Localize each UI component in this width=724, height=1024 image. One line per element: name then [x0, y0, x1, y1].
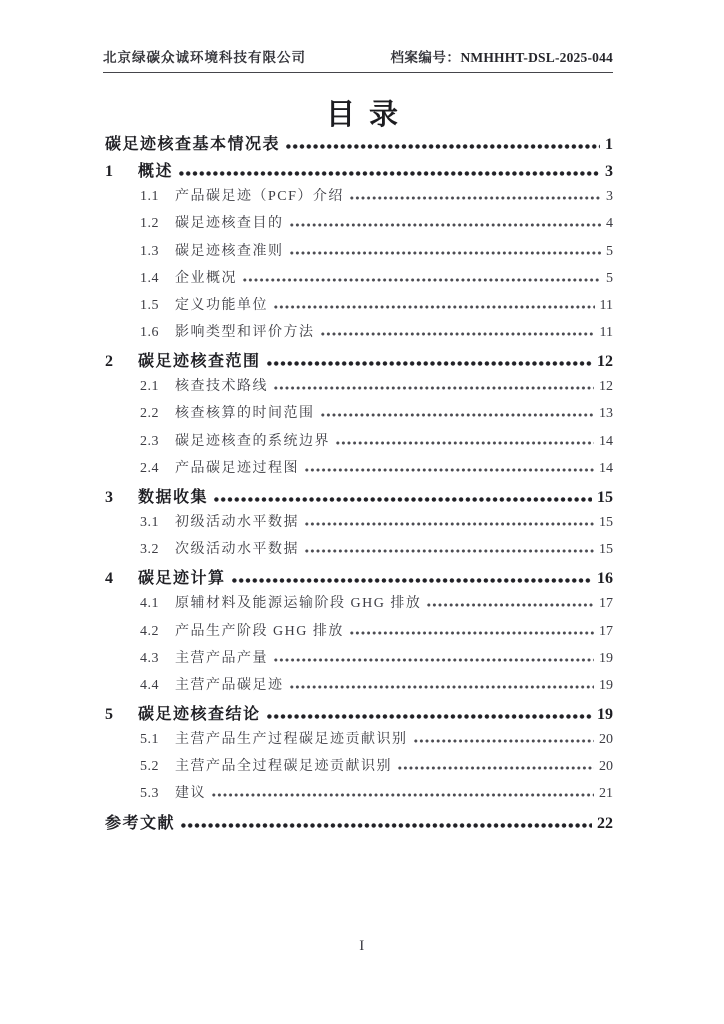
toc-entry[interactable] [105, 674, 613, 701]
toc-entry-page: 5 [606, 243, 613, 259]
toc-entry[interactable] [105, 240, 613, 267]
toc-entry-number: 2.4 [140, 460, 159, 476]
toc-entry-label: 碳足迹核查目的 [175, 216, 284, 232]
toc-entry-label: 产品碳足迹过程图 [175, 460, 299, 476]
toc-entry-label: 主营产品碳足迹 [175, 677, 284, 693]
toc-entry[interactable] [105, 728, 613, 755]
toc-entry[interactable] [105, 565, 613, 592]
toc-entry-label: 碳足迹计算 [138, 570, 226, 588]
toc-entry-label: 影响类型和评价方法 [175, 324, 315, 340]
toc-entry-label: 碳足迹核查的系统边界 [175, 433, 330, 449]
toc-entry-page: 21 [599, 786, 613, 802]
toc-entry-label: 核查核算的时间范围 [175, 406, 315, 422]
toc-leader-dots [267, 714, 592, 719]
toc-entry-number: 4.4 [140, 677, 159, 693]
toc-entry-label: 碳足迹核查基本情况表 [105, 136, 281, 153]
toc-leader-dots [398, 766, 594, 770]
toc-entry-label: 产品生产阶段 GHG 排放 [175, 623, 344, 639]
toc-entry[interactable] [105, 430, 613, 457]
toc-entry-label: 企业概况 [175, 270, 237, 286]
toc-entry-number: 2.3 [140, 433, 159, 449]
toc-leader-dots [243, 278, 601, 282]
toc-entry-label: 概述 [138, 163, 174, 181]
toc-entry-page: 17 [599, 596, 613, 612]
toc-entry-label: 数据收集 [138, 488, 209, 506]
toc-entry-number: 1.5 [140, 297, 159, 313]
toc-entry-label: 碳足迹核查准则 [175, 243, 284, 259]
toc-entry-page: 19 [597, 705, 613, 723]
toc-entry-label: 产品碳足迹（PCF）介绍 [175, 189, 344, 205]
toc-entry-page: 5 [606, 270, 613, 286]
toc-leader-dots [214, 497, 592, 502]
archive-number-label: 档案编号： [390, 50, 461, 65]
toc-entry-page: 15 [597, 488, 613, 506]
archive-number-field [390, 46, 613, 66]
toc-entry-number: 3.2 [140, 542, 159, 558]
toc-entry-number: 4.3 [140, 650, 159, 666]
toc-leader-dots [232, 578, 592, 583]
toc-list [105, 131, 613, 837]
toc-leader-dots [414, 739, 595, 743]
toc-entry-page: 20 [599, 732, 613, 748]
toc-entry-label: 初级活动水平数据 [175, 514, 299, 530]
toc-entry[interactable] [105, 782, 613, 809]
toc-entry-number: 1 [105, 163, 113, 181]
toc-entry-number: 5.1 [140, 732, 159, 748]
toc-entry-number: 3 [105, 488, 113, 506]
toc-entry-number: 5 [105, 705, 113, 723]
toc-entry[interactable] [105, 402, 613, 429]
toc-entry-number: 5.2 [140, 759, 159, 775]
page-title: 目录 [325, 99, 412, 131]
toc-leader-dots [290, 251, 602, 255]
toc-entry-page: 22 [597, 814, 613, 832]
toc-entry-number: 2.2 [140, 406, 159, 422]
toc-entry[interactable] [105, 375, 613, 402]
toc-leader-dots [290, 685, 595, 689]
toc-entry-number: 1.4 [140, 270, 159, 286]
toc-entry-number: 1.3 [140, 243, 159, 259]
toc-leader-dots [274, 658, 594, 662]
toc-leader-dots [274, 305, 595, 309]
toc-entry[interactable] [105, 267, 613, 294]
toc-entry-number: 4.1 [140, 596, 159, 612]
toc-leader-dots [181, 823, 592, 828]
toc-entry-page: 1 [605, 136, 613, 153]
toc-leader-dots [350, 631, 594, 635]
toc-entry-page: 14 [599, 433, 613, 449]
toc-leader-dots [267, 361, 592, 366]
toc-entry[interactable] [105, 294, 613, 321]
toc-entry-page: 3 [606, 189, 613, 205]
page-header [103, 46, 613, 73]
toc-leader-dots [427, 603, 594, 607]
toc-entry-page: 14 [599, 460, 613, 476]
toc-leader-dots [305, 522, 594, 526]
toc-entry-label: 参考文献 [105, 814, 176, 832]
toc-entry-page: 3 [605, 163, 613, 181]
toc-entry-label: 次级活动水平数据 [175, 542, 299, 558]
toc-entry-label: 碳足迹核查结论 [138, 705, 261, 723]
company-name: 北京绿碳众诚环境科技有限公司 [103, 50, 306, 65]
toc-entry[interactable] [105, 538, 613, 565]
toc-entry-label: 碳足迹核查范围 [138, 353, 261, 371]
toc-entry-number: 1.6 [140, 324, 159, 340]
toc-entry[interactable] [105, 810, 613, 837]
toc-entry-page: 17 [599, 623, 613, 639]
toc-entry-page: 16 [597, 570, 613, 588]
toc-entry-page: 13 [599, 406, 613, 422]
toc-entry[interactable] [105, 212, 613, 239]
toc-entry[interactable] [105, 484, 613, 511]
toc-entry-page: 15 [599, 542, 613, 558]
toc-leader-dots [350, 196, 601, 200]
toc-entry-number: 2.1 [140, 379, 159, 395]
toc-entry[interactable] [105, 457, 613, 484]
archive-number-value: NMHHHT-DSL-2025-044 [460, 50, 613, 65]
toc-leader-dots [305, 468, 594, 472]
toc-leader-dots [212, 793, 594, 797]
toc-entry-number: 1.1 [140, 189, 159, 205]
toc-leader-dots [179, 171, 600, 176]
toc-entry-number: 4.2 [140, 623, 159, 639]
toc-entry[interactable] [105, 647, 613, 674]
toc-entry-number: 3.1 [140, 514, 159, 530]
toc-entry[interactable] [105, 620, 613, 647]
toc-entry-number: 2 [105, 353, 113, 371]
toc-entry-page: 11 [599, 297, 613, 313]
toc-entry-label: 原辅材料及能源运输阶段 GHG 排放 [175, 596, 422, 612]
toc-entry-page: 19 [599, 677, 613, 693]
toc-entry[interactable] [105, 131, 613, 158]
toc-entry-page: 12 [599, 379, 613, 395]
toc-entry[interactable] [105, 158, 613, 185]
toc-entry[interactable] [105, 321, 613, 348]
toc-leader-dots [321, 413, 595, 417]
toc-entry[interactable] [105, 592, 613, 619]
toc-entry-label: 主营产品全过程碳足迹贡献识别 [175, 759, 392, 775]
toc-entry[interactable] [105, 185, 613, 212]
toc-entry-page: 4 [606, 216, 613, 232]
toc-entry[interactable] [105, 348, 613, 375]
toc-leader-dots [290, 223, 602, 227]
toc-entry-label: 定义功能单位 [175, 297, 268, 313]
toc-entry-page: 20 [599, 759, 613, 775]
toc-leader-dots [321, 332, 595, 336]
toc-entry-number: 5.3 [140, 786, 159, 802]
toc-entry-page: 11 [599, 324, 613, 340]
page-number: I [359, 938, 365, 954]
toc-entry-page: 15 [599, 514, 613, 530]
toc-entry-label: 建议 [175, 786, 206, 802]
toc-leader-dots [274, 386, 594, 390]
toc-entry-label: 主营产品产量 [175, 650, 268, 666]
toc-leader-dots [336, 441, 594, 445]
toc-entry-page: 12 [597, 353, 613, 371]
toc-entry-label: 主营产品生产过程碳足迹贡献识别 [175, 732, 408, 748]
toc-entry-number: 1.2 [140, 216, 159, 232]
toc-entry[interactable] [105, 701, 613, 728]
toc-entry[interactable] [105, 755, 613, 782]
toc-entry[interactable] [105, 511, 613, 538]
toc-entry-label: 核查技术路线 [175, 379, 268, 395]
toc-entry-page: 19 [599, 650, 613, 666]
toc-entry-number: 4 [105, 570, 113, 588]
toc-leader-dots [286, 144, 600, 149]
toc-leader-dots [305, 549, 594, 553]
